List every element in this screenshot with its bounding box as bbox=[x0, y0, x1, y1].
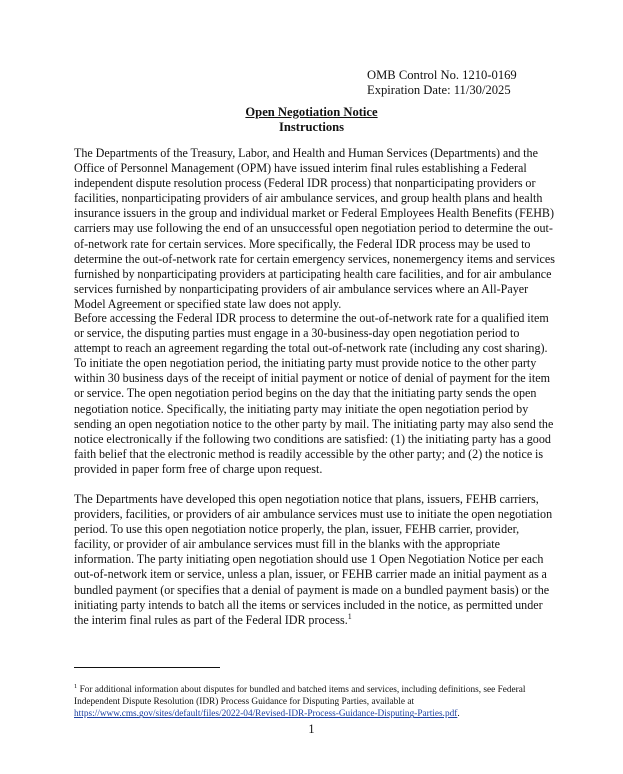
footnote-marker: 1 bbox=[74, 682, 78, 690]
page-number: 1 bbox=[308, 722, 315, 736]
footnote-link[interactable]: https://www.cms.gov/sites/default/files/2022-04/Revised-IDR-Process-Guidance-Disputing-Parties.pdf bbox=[74, 709, 458, 720]
paragraph-1 bbox=[74, 146, 555, 312]
document-title bbox=[0, 105, 623, 135]
omb-control-number: OMB Control No. 1210-0169 bbox=[367, 68, 517, 82]
footnote-end: . bbox=[457, 709, 460, 720]
title-main: Open Negotiation Notice bbox=[245, 105, 378, 119]
footnote-separator bbox=[74, 667, 220, 668]
footnote-text: For additional information about disputes for bundled and batched items and services, including definitions, see Federal Independent Dispute Resolution (IDR) Process Guidance for Disputing Parties, available at bbox=[74, 685, 526, 708]
paragraph-2-text: Before accessing the Federal IDR process to determine the out-of-network rate for a qualified item or service, the disputing parties must engage in a 30-business-day open negotiation period to attempt to reach an agreement regarding the total out-of-network rate (including any cost sharing). To initiate the open negotiation period, the initiating party must provide notice to the other party within 30 business days of the receipt of initial payment or notice of denial of payment for the item or service. The open negotiation period begins on the day that the initiating party sends the open negotiation notice. Specifically, the initiating party may initiate the open negotiation period by sending an open negotiation notice to the other party by mail. The initiating party may also send the notice electronically if the following two conditions are satisfied: (1) the initiating party has a good faith belief that the electronic method is readily accessible by the other party; and (2) the notice is provided in paper form free of charge upon request. bbox=[74, 311, 554, 476]
title-sub: Instructions bbox=[278, 120, 345, 134]
paragraph-2 bbox=[74, 311, 555, 477]
footnote-reference[interactable]: 1 bbox=[347, 611, 352, 621]
omb-info bbox=[367, 68, 517, 98]
paragraph-3-text: The Departments have developed this open negotiation notice that plans, issuers, FEHB carriers, providers, facilities, or providers of air ambulance services must use to initiate the open negotiation period. To use this open negotiation notice properly, the plan, issuer, FEHB carrier, provider, facility, or provider of air ambulance services must fill in the blanks with the appropriate information. The party initiating open negotiation should use 1 Open Negotiation Notice per each out-of-network item or service, unless a plan, issuer, or FEHB carrier made an initial payment as a bundled payment (or specifies that a denial of payment is made on a bundled payment basis) or the initiating party intends to batch all the items or services included in the notice, as permitted under the interim final rules as part of the Federal IDR process. bbox=[74, 492, 553, 627]
footnote bbox=[74, 684, 554, 721]
expiration-date: Expiration Date: 11/30/2025 bbox=[367, 83, 511, 97]
paragraph-3 bbox=[74, 492, 555, 628]
paragraph-1-text: The Departments of the Treasury, Labor, and Health and Human Services (Departments) and the Office of Personnel Management (OPM) have issued interim final rules establishing a Federal independent dispute resolution process (Federal IDR process) that nonparticipating providers or facilities, nonparticipating providers of air ambulance services, and group health plans and health insurance issuers in the group and individual market or Federal Employees Health Benefits (FEHB) carriers may use following the end of an unsuccessful open negotiation period to determine the out-of-network rate for certain services. More specifically, the Federal IDR process may be used to determine the out-of-network rate for certain emergency services, nonemergency items and services furnished by nonparticipating providers at participating health care facilities, and for air ambulance services furnished by nonparticipating providers of air ambulance services where an All-Payer Model Agreement or specified state law does not apply. bbox=[74, 146, 555, 311]
